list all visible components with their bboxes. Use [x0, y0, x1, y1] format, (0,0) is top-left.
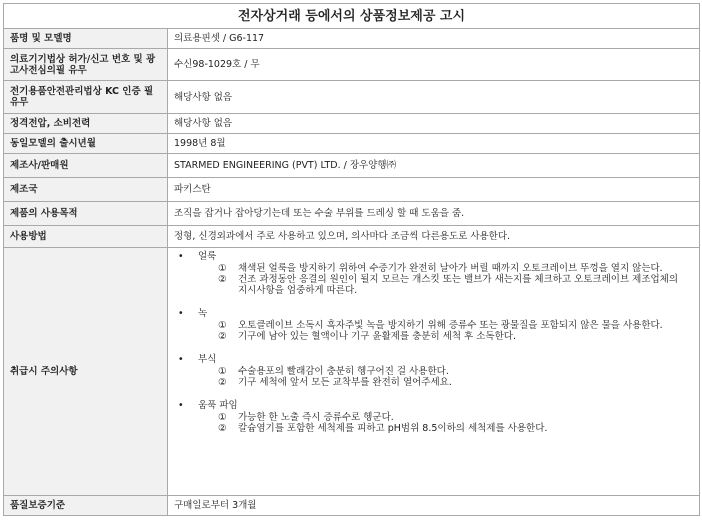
row-label-country: 제조국: [4, 178, 168, 202]
product-info-table: [3, 3, 700, 516]
item-text: 칼슘염기를 포함한 세척제를 피하고 pH범위 8.5이하의 세척제를 사용한다.: [238, 423, 548, 434]
item-text: 기구 세척에 앞서 모든 교착부를 완전히 열어주세요.: [238, 377, 452, 388]
item-text: 수술용포의 빨래감이 충분히 헹구어진 걸 사용한다.: [238, 366, 449, 377]
table-row: [4, 49, 700, 81]
section-title: 움푹 파임: [198, 400, 238, 411]
item-number: ①: [218, 263, 227, 274]
table-row: [4, 134, 700, 154]
item-text: 건조 과정동안 응결의 원인이 될지 모르는 개스킷 또는 밸브가 새는지를 체크하고 오토크레이브 제조업체의 지시사항을 엄중하게 따른다.: [238, 274, 679, 296]
row-value-maker: STARMED ENGINEERING (PVT) LTD. / 장우양행㈜: [168, 154, 700, 178]
table-row: [4, 178, 700, 202]
item-number: ②: [218, 274, 227, 285]
bullet: •: [178, 251, 184, 262]
item-number: ①: [218, 412, 227, 423]
row-value-release: 1998년 8월: [168, 134, 700, 154]
item-number: ②: [218, 377, 227, 388]
row-label-power: 정격전압, 소비전력: [4, 114, 168, 134]
section-title: 녹: [198, 308, 208, 319]
row-value-usage: 정형, 신경외과에서 주로 사용하고 있으며, 의사마다 조금씩 다른용도로 사용한다.: [168, 226, 700, 248]
table-row: [4, 29, 700, 49]
row-label-model: 품명 및 모델명: [4, 29, 168, 49]
item-number: ①: [218, 320, 227, 331]
product-info-notice: [3, 3, 699, 516]
bullet: •: [178, 354, 184, 365]
caution-section-pitting: [174, 400, 693, 434]
row-value-country: 파키스탄: [168, 178, 700, 202]
row-label-release: 동일모델의 출시년월: [4, 134, 168, 154]
table-row: [4, 81, 700, 114]
row-label-kc: 전기용품안전관리법상 KC 인증 필 유무: [4, 81, 168, 114]
bullet: •: [178, 308, 184, 319]
row-label-caution: 취급시 주의사항: [4, 248, 168, 496]
row-value-purpose: 조직을 잡거나 잡아당기는데 또는 수술 부위를 드레싱 할 때 도움을 줌.: [168, 202, 700, 226]
row-label-usage: 사용방법: [4, 226, 168, 248]
table-row: [4, 248, 700, 496]
item-number: ②: [218, 331, 227, 342]
table-row: [4, 114, 700, 134]
table-row: [4, 202, 700, 226]
row-value-kc: 해당사항 없음: [168, 81, 700, 114]
item-number: ①: [218, 366, 227, 377]
caution-section-rust: [174, 308, 693, 342]
table-row: [4, 226, 700, 248]
item-text: 채색된 얼룩을 방지하기 위하여 수증기가 완전히 날아가 버릴 때까지 오토크레이브 뚜껑을 열지 않는다.: [238, 263, 663, 274]
row-label-purpose: 제품의 사용목적: [4, 202, 168, 226]
item-text: 가능한 한 노출 즉시 증류수로 헹군다.: [238, 412, 394, 423]
row-value-power: 해당사항 없음: [168, 114, 700, 134]
section-title: 부식: [198, 354, 217, 365]
item-number: ②: [218, 423, 227, 434]
caution-section-corrosion: [174, 354, 693, 388]
section-title: 얼룩: [198, 251, 217, 262]
notice-title: 전자상거래 등에서의 상품정보제공 고시: [4, 4, 700, 29]
caution-content: [168, 248, 700, 496]
table-row: [4, 496, 700, 516]
row-label-warranty: 품질보증기준: [4, 496, 168, 516]
item-text: 기구에 남아 있는 혈액이나 기구 윤활제를 충분히 세척 후 소독한다.: [238, 331, 516, 342]
row-label-permit: 의료기기법상 허가/신고 번호 및 광고사전심의필 유무: [4, 49, 168, 81]
row-value-warranty: 구매일로부터 3개월: [168, 496, 700, 516]
caution-section-stain: [174, 251, 693, 296]
bullet: •: [178, 400, 184, 411]
item-text: 오토클레이브 소독시 흑자주빛 녹을 방지하기 위해 증류수 또는 광물질을 포함되지 않은 물을 사용한다.: [238, 320, 663, 331]
row-value-model: 의료용핀셋 / G6-117: [168, 29, 700, 49]
table-row: [4, 154, 700, 178]
row-value-permit: 수신98-1029호 / 무: [168, 49, 700, 81]
row-label-maker: 제조사/판매원: [4, 154, 168, 178]
